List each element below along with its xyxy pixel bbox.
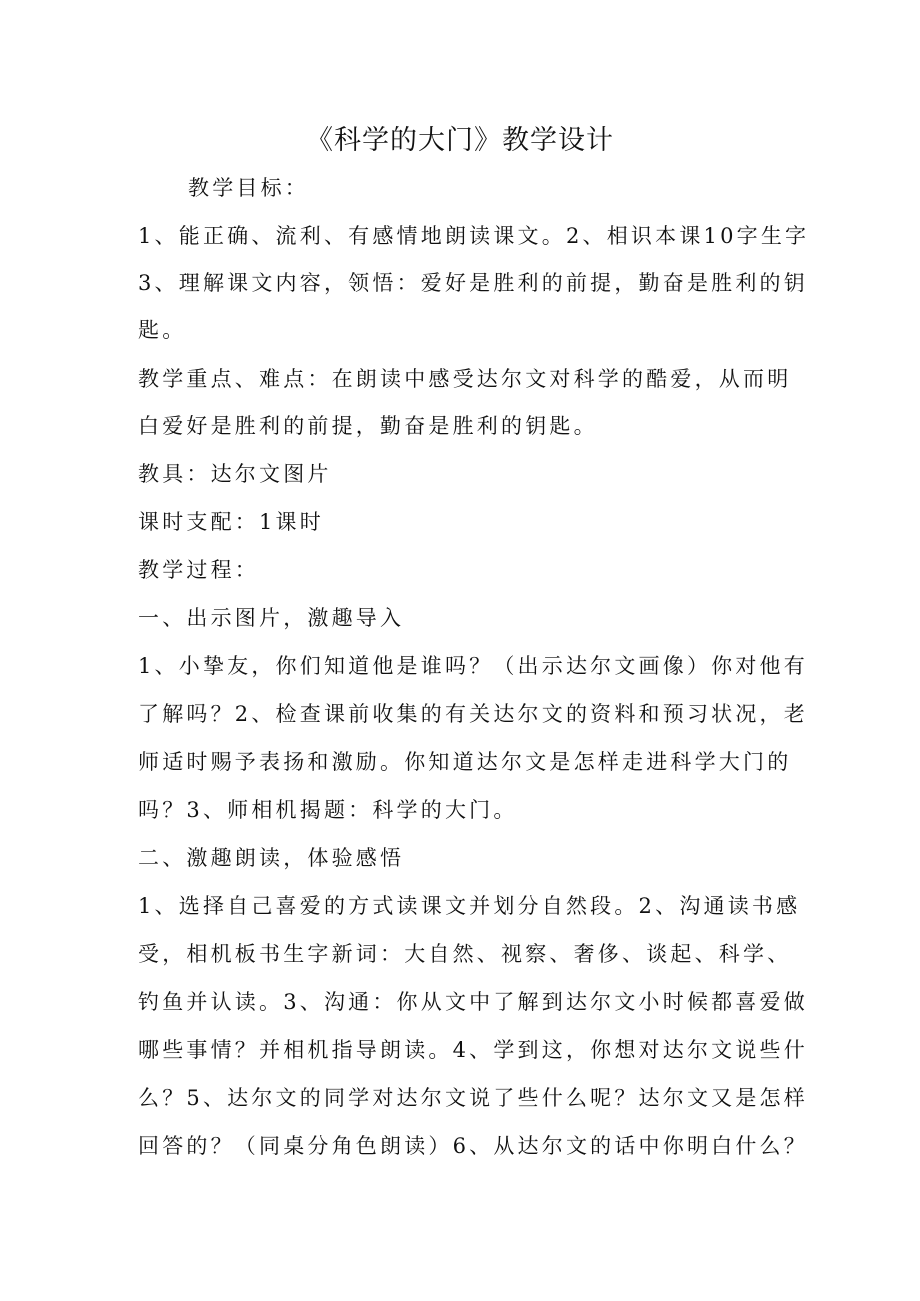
document-title: 《科学的大门》教学设计	[306, 125, 614, 156]
text-line: 1、选择自己喜爱的方式读课文并划分自然段。2、沟通读书感	[138, 894, 801, 918]
text-line: 白爱好是胜利的前提，勤奋是胜利的钥匙。	[138, 414, 598, 438]
text-line: 匙。	[138, 318, 187, 342]
key-points-line: 教学重点、难点：在朗读中感受达尔文对科学的酷爱，从而明	[138, 367, 792, 391]
objectives-heading: 教学目标：	[188, 176, 309, 200]
text-line: 吗？3、师相机揭题：科学的大门。	[138, 798, 518, 822]
text-line: 钓鱼并认读。3、沟通：你从文中了解到达尔文小时候都喜爱做	[138, 990, 808, 1014]
text-line: 受，相机板书生字新词：大自然、视察、奢侈、谈起、科学、	[138, 942, 792, 966]
text-line: 么？5、达尔文的同学对达尔文说了些什么呢？达尔文又是怎样	[138, 1086, 808, 1110]
section-heading-2: 二、激趣朗读，体验感悟	[138, 846, 405, 870]
text-line: 了解吗？2、检查课前收集的有关达尔文的资料和预习状况，老	[138, 702, 808, 726]
text-line: 1、小挚友，你们知道他是谁吗？（出示达尔文画像）你对他有	[138, 654, 808, 678]
text-line: 1、能正确、流利、有感情地朗读课文。2、相识本课10字生字	[138, 224, 810, 248]
text-line: 3、理解课文内容，领悟：爱好是胜利的前提，勤奋是胜利的钥	[138, 271, 808, 295]
text-line: 哪些事情？并相机指导朗读。4、学到这，你想对达尔文说些什	[138, 1038, 808, 1062]
class-hours-line: 课时支配：1课时	[138, 510, 324, 534]
text-line: 师适时赐予表扬和激励。你知道达尔文是怎样走进科学大门的	[138, 750, 792, 774]
section-heading-1: 一、出示图片，激趣导入	[138, 606, 405, 630]
process-heading: 教学过程：	[138, 558, 259, 582]
teaching-aids-line: 教具：达尔文图片	[138, 462, 332, 486]
text-line: 回答的？（同桌分角色朗读）6、从达尔文的话中你明白什么？	[138, 1134, 808, 1158]
